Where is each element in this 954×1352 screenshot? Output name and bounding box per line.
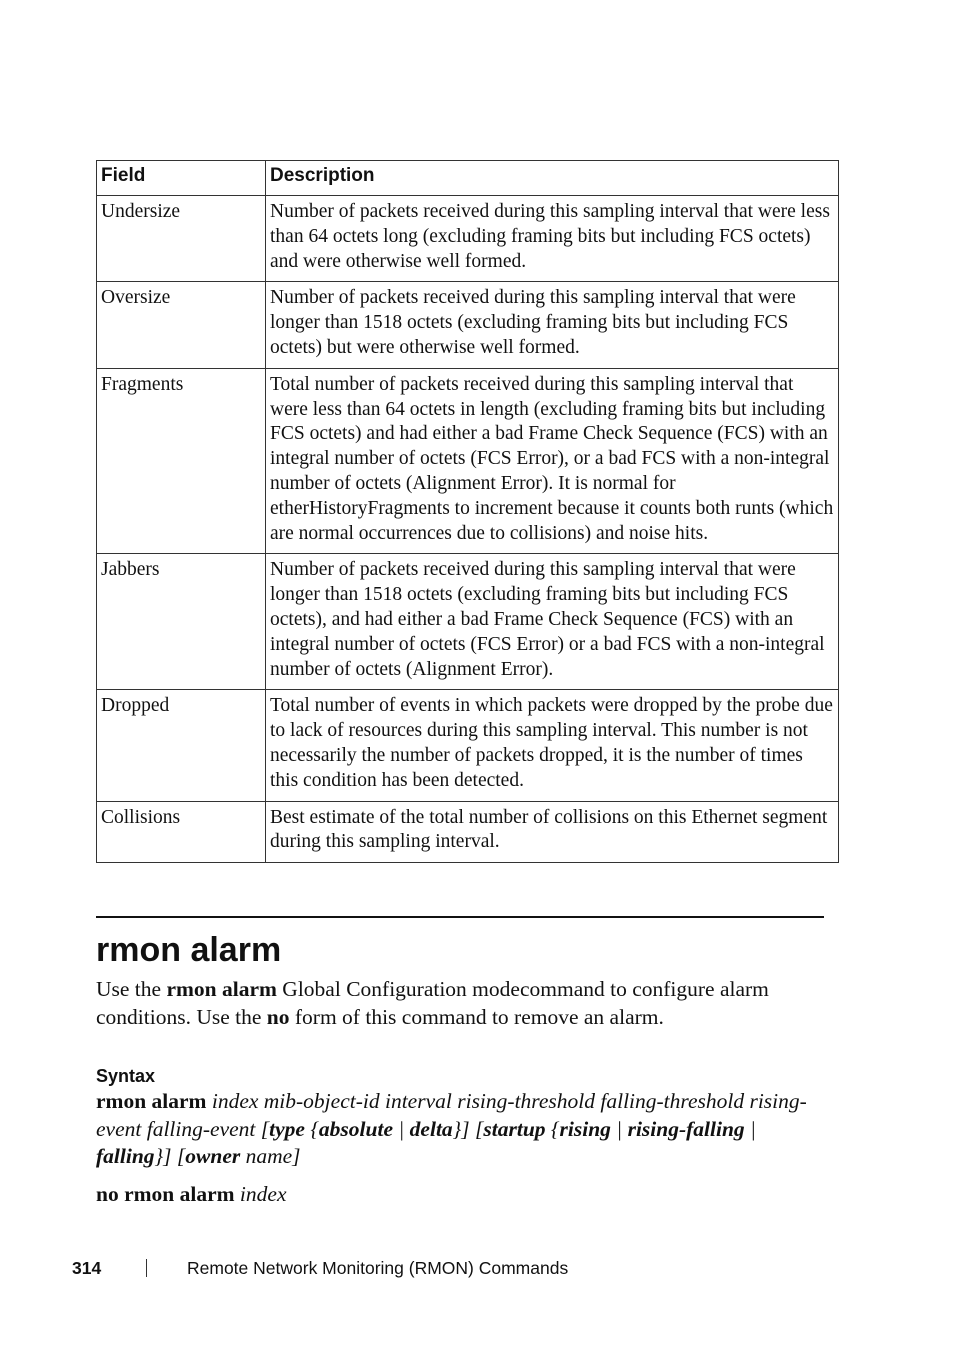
table-row <box>97 282 839 368</box>
footer-separator <box>146 1259 147 1277</box>
intro-text: form of this command to remove an alarm. <box>289 1005 664 1029</box>
field-cell: Fragments <box>97 368 266 554</box>
table-row <box>97 554 839 690</box>
keyword-absolute: absolute <box>318 1116 393 1141</box>
keyword-rising-falling: rising-falling <box>627 1116 745 1141</box>
syntax-punct: | <box>610 1116 628 1141</box>
keyword-startup: startup <box>483 1116 546 1141</box>
syntax-heading: Syntax <box>96 1066 156 1086</box>
syntax-punct: | <box>393 1116 410 1141</box>
description-cell: Number of packets received during this sampling interval that were longer than 1518 octets (excluding framing bits but including FCS octets) but were otherwise well formed. <box>266 282 839 368</box>
section-title: rmon alarm <box>96 931 282 969</box>
description-cell: Number of packets received during this sampling interval that were longer than 1518 octets (excluding framing bits but including FCS octets), and had either a bad Frame Check Sequence (FCS) with an integral number of octets (FCS Error) or a bad FCS with a non-integral number of octets (Alignment Error). <box>266 554 839 690</box>
field-cell: Dropped <box>97 690 266 801</box>
description-cell: Best estimate of the total number of collisions on this Ethernet segment during this sampling interval. <box>266 801 839 863</box>
intro-text: Global Configuration modecommand to configure alarm conditions. Use the <box>96 977 769 1029</box>
syntax-line <box>96 1088 836 1171</box>
description-cell: Total number of packets received during this sampling interval that were less than 64 octets in length (excluding framing bits but including FCS octets) and had either a bad Frame Check Sequence (FCS) with an integral number of octets (FCS Error), or a bad FCS with a non-integral number of octets (Alignment Error). It is normal for etherHistoryFragments to increment because it counts both runts (which are normal occurrences due to collisions) and noise hits. <box>266 368 839 554</box>
table-row <box>97 690 839 801</box>
field-cell: Jabbers <box>97 554 266 690</box>
keyword-delta: delta <box>409 1116 453 1141</box>
field-cell: Oversize <box>97 282 266 368</box>
syntax-command: no rmon alarm <box>96 1182 235 1206</box>
description-cell: Number of packets received during this sampling interval that were less than 64 octets long (excluding framing bits but including FCS octets) and were otherwise well formed. <box>266 196 839 282</box>
section-divider <box>96 916 824 918</box>
column-header-field: Field <box>97 161 266 196</box>
page-number: 314 <box>72 1258 102 1278</box>
syntax-params: index <box>234 1182 287 1206</box>
syntax-punct: }] [ <box>452 1116 484 1141</box>
field-cell: Undersize <box>97 196 266 282</box>
no-keyword: no <box>266 1005 290 1029</box>
description-cell: Total number of events in which packets were dropped by the probe due to lack of resources during this sampling interval. This number is not necessarily the number of packets dropped, it is the number of times this condition has been detected. <box>266 690 839 801</box>
command-name: rmon alarm <box>166 977 277 1001</box>
table-row <box>97 801 839 863</box>
syntax-params: name] <box>240 1144 301 1168</box>
syntax-line <box>96 1181 836 1209</box>
column-header-description: Description <box>266 161 839 196</box>
keyword-owner: owner <box>185 1144 241 1168</box>
field-description-table <box>96 160 839 863</box>
syntax-params: index mib-object-id interval rising-threshold falling-threshold rising-event falling-event [ <box>96 1089 807 1141</box>
table-row <box>97 196 839 282</box>
intro-text: Use the <box>96 977 167 1001</box>
syntax-punct: { <box>545 1116 560 1141</box>
syntax-punct: }] [ <box>154 1144 186 1168</box>
table-header-row <box>97 161 839 196</box>
keyword-rising: rising <box>559 1116 611 1141</box>
field-cell: Collisions <box>97 801 266 863</box>
intro-paragraph <box>96 975 836 1031</box>
syntax-punct: { <box>304 1116 319 1141</box>
page-footer <box>72 1256 772 1280</box>
keyword-type: type <box>269 1116 305 1141</box>
chapter-title: Remote Network Monitoring (RMON) Commands <box>187 1258 569 1278</box>
keyword-falling: falling <box>96 1144 155 1168</box>
table-row <box>97 368 839 554</box>
syntax-punct: | <box>744 1116 756 1141</box>
syntax-command: rmon alarm <box>96 1089 207 1113</box>
